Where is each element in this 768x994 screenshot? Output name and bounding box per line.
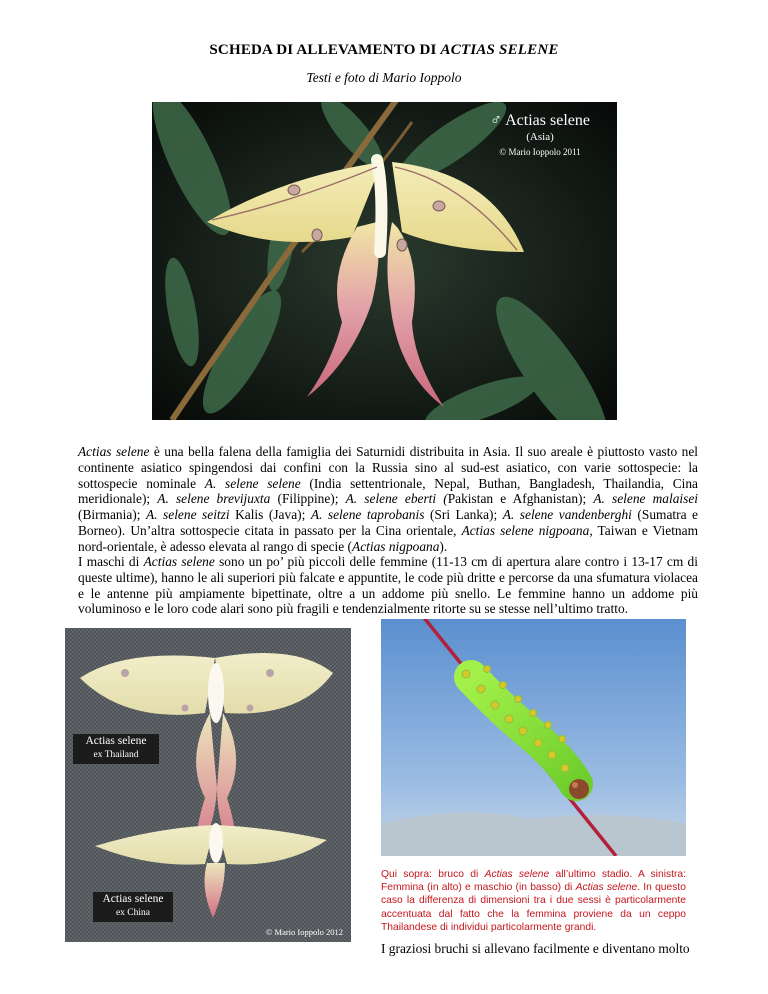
body-p1-run: (Birmania);	[78, 507, 146, 523]
body-p1-run: Pakistan e Afghanistan);	[447, 491, 594, 507]
label-top-species: Actias selene	[85, 735, 147, 747]
photo-caption	[381, 868, 686, 934]
body-p1-run: A. selene malaisei	[593, 491, 698, 507]
body-p2-run: sono un po’ più piccoli delle femmine (11-13 cm di apertura alare contro i 13-17 cm di queste ultime), hanno le ali superiori più falcate e appuntite, le code più dritte e percorse da una sfumatura violacea e le antenne più ampiamente bipettinate, oltre a un addome più snello. Le femmine hanno un addome più voluminoso e le loro code alari sono più fragili e tendenzialmente ritorte su se stesse nell’ultimo tratto.	[78, 554, 698, 617]
body-p1-run: ).	[439, 538, 448, 554]
body-p1-run: (Filippine);	[270, 491, 346, 507]
caption-run: Actias selene	[484, 869, 550, 880]
label-bottom-origin: ex China	[115, 908, 151, 918]
body-p1-run: Actias nigpoana	[352, 538, 440, 554]
body-p1-run: (India settentrionale, Nepal, Buthan, Bangladesh, Thailandia, Cina meridionale);	[78, 475, 698, 507]
caption-run: Qui sopra: bruco di	[381, 869, 485, 880]
label-bottom-species: Actias selene	[102, 893, 164, 905]
caption-run: . In questo caso la differenza di dimensioni tra i due sessi è particolarmente accentuata dal fatto che la femmina proviene da un ceppo Thailandese di individui particolarmente grandi.	[381, 882, 686, 933]
body-p1-run: Kalis (Java);	[229, 507, 311, 523]
sexual-dimorphism-paragraph	[78, 554, 698, 617]
pair-photo-copyright: © Mario Ioppolo 2012	[265, 927, 343, 937]
intro-paragraph	[78, 444, 698, 555]
body-p1-run: , Taiwan e Vietnam nord-orientale, è adesso elevata al rango di specie (	[78, 522, 698, 554]
photo-copyright: © Mario Ioppolo 2011	[499, 147, 581, 157]
continued-text: I graziosi bruchi si allevano facilmente e diventano molto	[381, 941, 690, 956]
male-symbol-icon: ♂	[490, 112, 502, 129]
photo-region-label: (Asia)	[526, 131, 554, 143]
body-p1-run: (Sumatra e Borneo). Un’altra sottospecie citata in passato per la Cina orientale,	[78, 507, 698, 538]
body-p2-run: Actias selene	[143, 554, 215, 569]
photo-species-label: Actias selene	[505, 112, 590, 129]
body-p2-run: I maschi di	[78, 554, 144, 569]
male-moth-photo	[152, 102, 617, 420]
caption-run: Actias selene	[575, 882, 638, 894]
label-top-origin: ex Thailand	[93, 750, 139, 760]
page-title: SCHEDA DI ALLEVAMENTO DI ACTIAS SELENE	[209, 42, 559, 58]
body-p1-run: A. selene brevijuxta	[157, 491, 271, 507]
body-p1-run: Actias selene	[78, 444, 150, 459]
body-p1-run: A. selene selene	[204, 475, 301, 491]
body-p1-run: (Sri Lanka);	[424, 507, 503, 523]
author-line: Testi e foto di Mario Ioppolo	[306, 70, 462, 85]
body-p1-run: A. selene eberti (	[345, 491, 448, 507]
caption-run: all’ultimo stadio. A sinistra: Femmina (in alto) e maschio (in basso) di	[381, 869, 687, 894]
body-p1-run: A. selene seitzi	[146, 507, 230, 523]
body-p1-run: è una bella falena della famiglia dei Saturnidi distribuita in Asia. Il suo areale è piuttosto vasto nel continente asiatico spingendosi dai confini con la Russia sino al sud-est asiatico, con varie sottospecie: la sottospecie nominale	[78, 444, 698, 491]
female-male-comparison-photo	[65, 628, 351, 942]
caterpillar-illustration	[381, 619, 686, 856]
caterpillar-photo	[381, 619, 686, 856]
body-p1-run: A. selene vandenberghi	[502, 507, 632, 523]
body-p1-run: A. selene taprobanis	[310, 507, 425, 523]
body-p1-run: Actias selene nigpoana	[461, 522, 590, 538]
